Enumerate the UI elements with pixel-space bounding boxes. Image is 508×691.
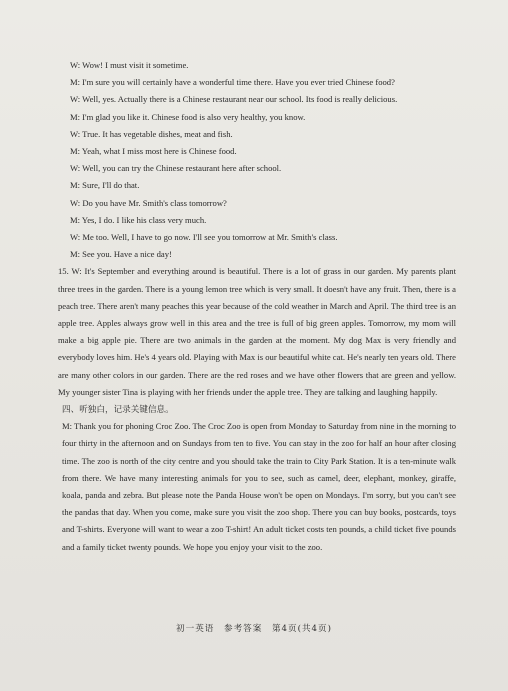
- section-4-monologue: M: Thank you for phoning Croc Zoo. The Croc Zoo is open from Monday to Saturday from nine in the morning to four thirty in the afternoon and on Sundays from ten to five. You can stay in the zoo for half an hour after closing time. The zoo is north of the city centre and you should take the train to City Park Station. It is a ten-minute walk from there. We have many interesting animals for you to see, such as camel, deer, elephant, monkey, giraffe, koala, panda and zebra. But please note the Panda House won't be open on Mondays. I'm sorry, but you can't see the pandas that day. When you come, make sure you visit the zoo shop. There you can buy books, postcards, toys and T-shirts. Everyone will want to wear a zoo T-shirt! An adult ticket costs ten pounds, a child ticket five pounds and a family ticket twenty pounds. We hope you enjoy your visit to the zoo.: [62, 421, 456, 552]
- dialogue-line: M: I'm glad you like it. Chinese food is also very healthy, you know.: [70, 111, 306, 122]
- question-15-transcript: 15. W: It's September and everything around is beautiful. There is a lot of grass in our garden. My parents plant three trees in the garden. There is a young lemon tree which is very small. It doesn't have any fruit. Then, there is a peach tree. There aren't many peaches this year because of the cold weather in March and April. The third tree is an apple tree. Apples always grow well in this area and the tree is full of big green apples. Tomorrow, my mom will make a big apple pie. There are two animals in the garden at the moment. My dog Max is very friendly and everybody loves him. He's 4 years old. Playing with Max is our beautiful white cat. He's nearly ten years old. There are many other colors in our garden. There are the red roses and we have other flowers that are green and yellow. My younger sister Tina is playing with her friends under the apple tree. They are talking and laughing happily.: [58, 266, 456, 397]
- page-footer: 初一英语 参考答案 第4页(共4页): [176, 624, 332, 634]
- dialogue-line: W: True. It has vegetable dishes, meat and fish.: [70, 128, 233, 139]
- dialogue-line: W: Do you have Mr. Smith's class tomorrow?: [70, 197, 227, 208]
- dialogue-line: W: Wow! I must visit it sometime.: [70, 60, 189, 70]
- dialogue-line: M: Sure, I'll do that.: [70, 180, 140, 191]
- dialogue-line: M: Yeah, what I miss most here is Chinese food.: [70, 146, 237, 157]
- dialogue-line: M: I'm sure you will certainly have a wonderful time there. Have you ever tried Chinese food?: [70, 77, 395, 88]
- dialogue-line: W: Well, you can try the Chinese restaurant here after school.: [70, 163, 282, 174]
- dialogue-line: M: Yes, I do. I like his class very much.: [70, 214, 207, 225]
- transcript-content: [58, 57, 456, 556]
- dialogue-line: W: Well, yes. Actually there is a Chinese restaurant near our school. Its food is really delicious.: [70, 94, 398, 105]
- dialogue-line: M: See you. Have a nice day!: [70, 249, 172, 260]
- section-4-heading: 四、听独白，记录关键信息。: [62, 404, 174, 415]
- dialogue-line: W: Me too. Well, I have to go now. I'll see you tomorrow at Mr. Smith's class.: [70, 232, 338, 243]
